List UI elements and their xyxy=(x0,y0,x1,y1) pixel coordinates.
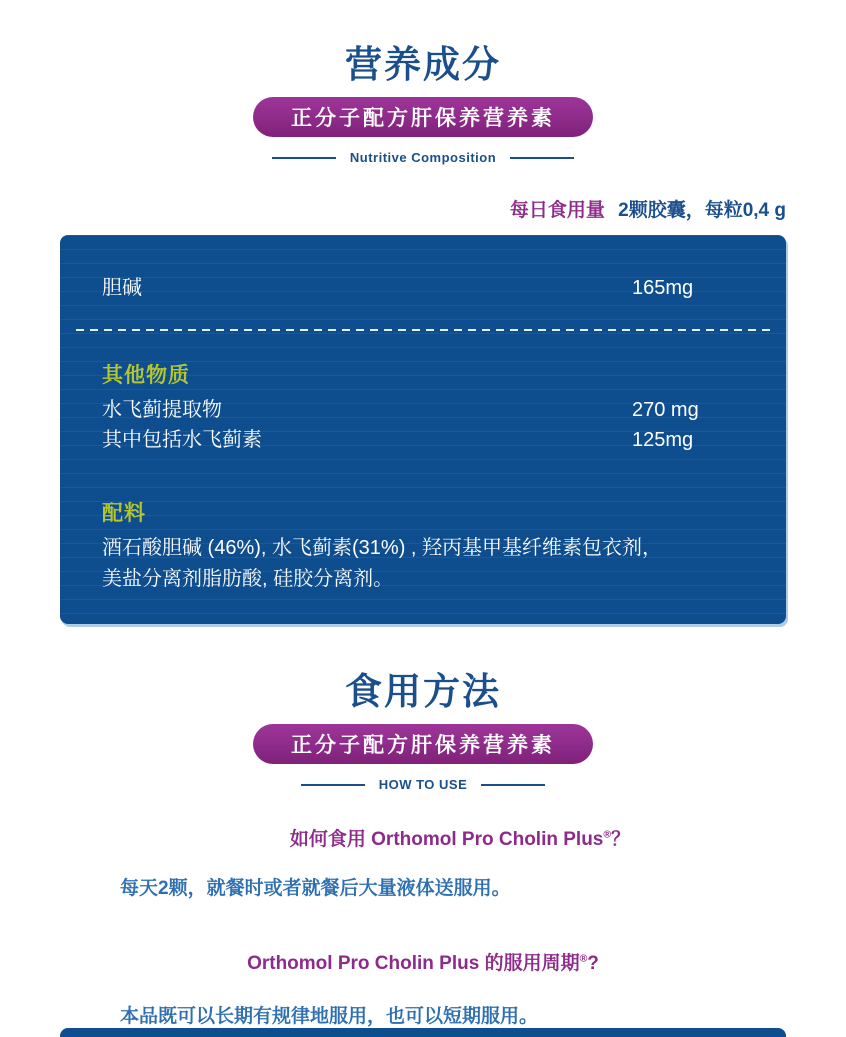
nutrient-value: 270 mg xyxy=(632,399,699,421)
ingredients-text xyxy=(102,533,744,595)
separator-line-left xyxy=(301,784,365,786)
separator-line-right xyxy=(510,157,574,159)
answer-usage-period: 本品既可以长期有规律地服用，也可以短期服用。 xyxy=(120,1006,539,1027)
next-section-preview-bar xyxy=(60,1028,786,1037)
ingredients-line-1: 酒石酸胆碱 (46%), 水飞蓟素(31%) , 羟丙基甲基纤维素包衣剂， xyxy=(102,537,663,559)
separator-line-left xyxy=(272,157,336,159)
nutrient-value: 165mg xyxy=(632,277,694,299)
daily-intake-label: 每日食用量 xyxy=(509,200,605,221)
question-text: Orthomol Pro Cholin Plus 的服用周期 xyxy=(247,953,580,974)
nutrition-section-title: 营养成分 xyxy=(345,44,501,85)
nutrient-value: 125mg xyxy=(632,429,694,451)
daily-intake-value: 2颗胶囊，每粒0,4 g xyxy=(618,200,786,221)
usage-subtitle-row xyxy=(28,777,818,792)
ingredients-heading: 配料 xyxy=(102,502,146,525)
usage-subtitle: HOW TO USE xyxy=(378,777,468,792)
nutrition-product-badge: 正分子配方肝保养营养素 xyxy=(253,97,593,137)
nutrition-subtitle-row xyxy=(28,150,818,165)
usage-section-title: 食用方法 xyxy=(345,671,501,712)
registered-trademark-symbol: ® xyxy=(603,829,612,841)
question-usage-period xyxy=(28,948,818,975)
nutrient-row-silymarin xyxy=(102,425,744,455)
other-substances-rows xyxy=(102,395,744,455)
question-mark: ? xyxy=(587,953,599,974)
answer-how-to-take: 每天2颗，就餐时或者就餐后大量液体送服用。 xyxy=(120,878,511,899)
registered-trademark-symbol: ® xyxy=(579,953,588,965)
nutrient-row-choline xyxy=(102,273,744,303)
ingredients-line-2: 美盐分离剂脂肪酸, 硅胶分离剂。 xyxy=(102,568,394,590)
nutrient-label: 水飞蓟提取物 xyxy=(102,399,222,421)
product-infographic-page xyxy=(28,34,818,1037)
daily-intake-line xyxy=(60,195,786,222)
dashed-divider xyxy=(76,329,770,331)
others-heading: 其他物质 xyxy=(102,364,190,387)
question-mark: ？ xyxy=(611,829,631,850)
usage-product-badge: 正分子配方肝保养营养素 xyxy=(253,724,593,764)
separator-line-right xyxy=(481,784,545,786)
nutrient-label: 胆碱 xyxy=(102,277,142,299)
nutrition-facts-box xyxy=(60,235,786,624)
question-text: 如何食用 Orthomol Pro Cholin Plus xyxy=(289,829,604,850)
question-how-to-take xyxy=(65,824,846,851)
nutrient-label: 其中包括水飞蓟素 xyxy=(102,429,262,451)
nutrition-subtitle: Nutritive Composition xyxy=(349,150,497,165)
nutrient-row-milk-thistle-extract xyxy=(102,395,744,425)
